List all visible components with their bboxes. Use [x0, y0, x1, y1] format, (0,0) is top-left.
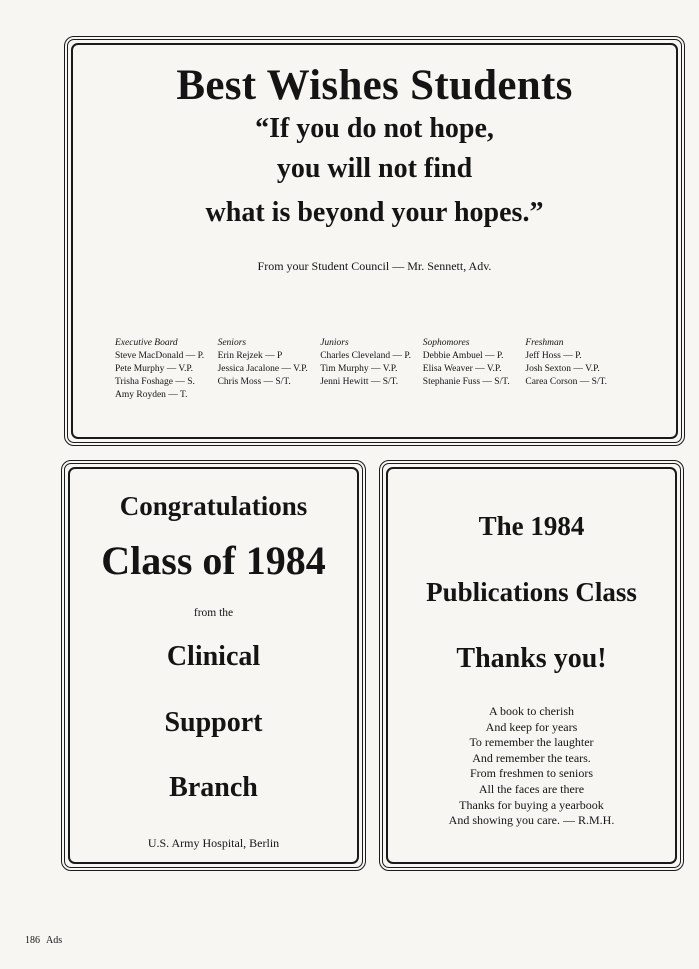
officer-group-heading: Freshman — [525, 338, 564, 348]
officer-entry: Amy Royden — T. — [115, 390, 188, 400]
officer-group-heading: Executive Board — [115, 338, 178, 348]
officer-entry: Chris Moss — S/T. — [217, 377, 291, 387]
officer-column — [320, 337, 423, 402]
officer-entry: Debbie Ambuel — P. — [422, 351, 504, 361]
poem-line: All the faces are there — [478, 781, 585, 796]
branch-line: Clinical — [166, 641, 261, 672]
officer-column — [218, 337, 321, 402]
officer-entry: Stephanie Fuss — S/T. — [422, 377, 510, 387]
poem-line: And remember the tears. — [472, 750, 591, 765]
page-footer — [25, 935, 68, 946]
officer-entry: Jessica Jacalone — V.P. — [217, 364, 308, 374]
branch-line: Branch — [169, 772, 258, 803]
student-council-ad — [64, 36, 685, 446]
from-council-credit: From your Student Council — Mr. Sennett, Adv. — [257, 259, 492, 273]
quote-line: what is beyond your hopes.” — [205, 197, 544, 228]
from-the-text: from the — [193, 607, 234, 619]
officer-entry: Steve MacDonald — P. — [115, 351, 205, 361]
poem-line: Thanks for buying a yearbook — [459, 797, 604, 812]
officer-entry: Charles Cleveland — P. — [320, 351, 411, 361]
officer-column — [525, 337, 628, 402]
poem-line: From freshmen to seniors — [470, 766, 593, 781]
branch-line: Support — [164, 707, 263, 738]
officer-column — [423, 337, 526, 402]
officer-entry: Elisa Weaver — V.P. — [422, 364, 502, 374]
poem-line: To remember the laughter — [469, 735, 594, 750]
officer-group-heading: Seniors — [217, 338, 247, 348]
poem-line: And keep for years — [485, 719, 578, 734]
officer-list — [115, 337, 628, 402]
congratulations-heading: Congratulations — [119, 491, 308, 521]
publications-heading-line: Publications Class — [426, 577, 637, 607]
hospital-ad — [61, 460, 366, 871]
section-name: Ads — [46, 935, 63, 946]
poem-line: A book to cherish — [489, 704, 574, 718]
officer-entry: Pete Murphy — V.P. — [115, 364, 194, 374]
publications-heading-line: The 1984 — [478, 511, 585, 541]
ad-title: Best Wishes Students — [176, 62, 573, 109]
officer-entry: Trisha Foshage — S. — [115, 377, 195, 387]
poem — [388, 704, 675, 829]
quote-line: “If you do not hope, — [255, 113, 494, 144]
officer-entry: Carea Corson — S/T. — [525, 377, 607, 387]
officer-entry: Tim Murphy — V.P. — [320, 364, 398, 374]
officer-column — [115, 337, 218, 402]
officer-entry: Josh Sexton — V.P. — [525, 364, 600, 374]
officer-entry: Erin Rejzek — P — [217, 351, 283, 361]
page-number: 186 — [25, 935, 40, 946]
poem-line: And showing you care. — R.M.H. — [448, 813, 615, 828]
publications-ad — [379, 460, 684, 871]
officer-group-heading: Sophomores — [422, 338, 470, 348]
officer-group-heading: Juniors — [320, 338, 349, 348]
hospital-name: U.S. Army Hospital, Berlin — [147, 836, 280, 850]
class-of-heading: Class of 1984 — [101, 538, 326, 583]
quote-line: you will not find — [276, 153, 473, 184]
publications-heading-line: Thanks you! — [456, 643, 607, 674]
officer-entry: Jenni Hewitt — S/T. — [320, 377, 399, 387]
officer-entry: Jeff Hoss — P. — [525, 351, 582, 361]
